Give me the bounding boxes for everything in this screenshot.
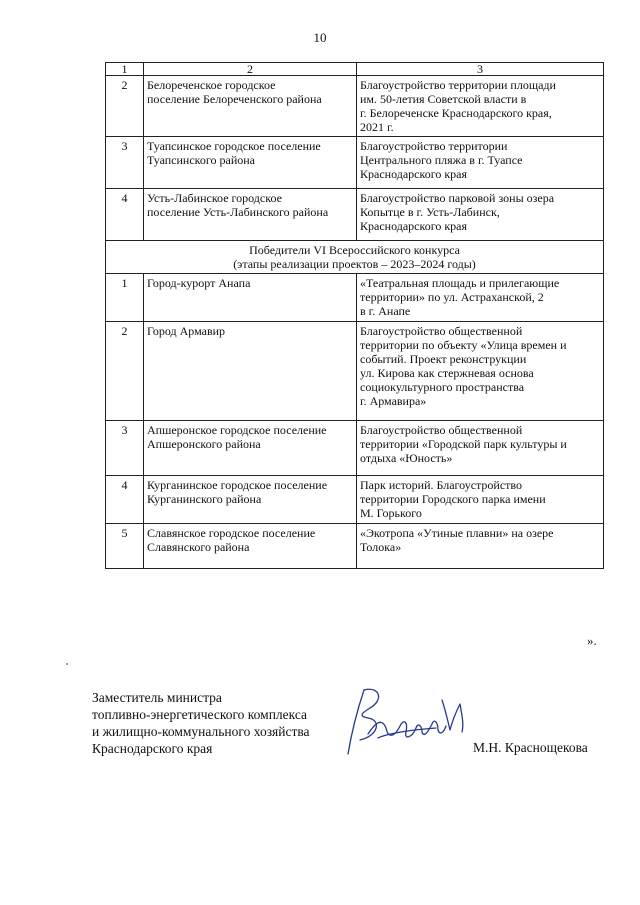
row-number: 2 bbox=[106, 322, 144, 421]
project-description: Благоустройство общественной территории «Городской парк культуры и отдыха «Юность» bbox=[357, 421, 604, 476]
table-row bbox=[106, 76, 604, 137]
signatory-title-line: топливно-энергетического комплекса bbox=[92, 707, 308, 722]
page-number: 10 bbox=[313, 30, 327, 45]
municipality-name: Туапсинское городское поселение Туапсинского района bbox=[144, 137, 357, 189]
signatory-title-line: и жилищно-коммунального хозяйства bbox=[92, 724, 310, 739]
project-description: «Экотропа «Утиные плавни» на озере Толока» bbox=[357, 524, 604, 569]
closing-quote-mark: ». bbox=[587, 633, 597, 648]
table-row bbox=[106, 421, 604, 476]
project-description: «Театральная площадь и прилегающие территории» по ул. Астраханской, 2 в г. Анапе bbox=[357, 274, 604, 322]
row-number: 3 bbox=[106, 421, 144, 476]
municipality-name: Город-курорт Анапа bbox=[144, 274, 357, 322]
municipality-name: Славянское городское поселение Славянского района bbox=[144, 524, 357, 569]
scan-dot bbox=[66, 663, 68, 665]
section-title: Победители VI Всероссийского конкурса (этапы реализации проектов – 2023–2024 годы) bbox=[106, 241, 604, 274]
signatory-title-line: Заместитель министра bbox=[92, 690, 222, 705]
signature-stroke bbox=[348, 690, 364, 754]
municipality-name: Курганинское городское поселение Курганинского района bbox=[144, 476, 357, 524]
table-header-row bbox=[106, 63, 604, 76]
row-number: 1 bbox=[106, 274, 144, 322]
table-row bbox=[106, 137, 604, 189]
table-row bbox=[106, 189, 604, 241]
table-row bbox=[106, 274, 604, 322]
header-col-3: 3 bbox=[357, 63, 604, 76]
project-description: Парк историй. Благоустройство территории Городского парка имени М. Горького bbox=[357, 476, 604, 524]
table-row bbox=[106, 322, 604, 421]
table-row bbox=[106, 524, 604, 569]
project-description: Благоустройство парковой зоны озера Копытце в г. Усть-Лабинск, Краснодарского края bbox=[357, 189, 604, 241]
row-number: 5 bbox=[106, 524, 144, 569]
header-col-1: 1 bbox=[106, 63, 144, 76]
handwritten-signature bbox=[338, 682, 478, 762]
project-description: Благоустройство общественной территории по объекту «Улица времен и событий. Проект реконструкции ул. Кирова как стержневая основа социокультурного пространства г. Армавира» bbox=[357, 322, 604, 421]
project-description: Благоустройство территории площади им. 50-летия Советской власти в г. Белореченске Краснодарского края, 2021 г. bbox=[357, 76, 604, 137]
row-number: 4 bbox=[106, 189, 144, 241]
row-number: 3 bbox=[106, 137, 144, 189]
header-col-2: 2 bbox=[144, 63, 357, 76]
municipality-name: Белореченское городское поселение Белореченского района bbox=[144, 76, 357, 137]
signatory-title-line: Краснодарского края bbox=[92, 741, 213, 756]
municipality-name: Усть-Лабинское городское поселение Усть-Лабинского района bbox=[144, 189, 357, 241]
signature-stroke bbox=[368, 721, 446, 737]
municipality-name: Город Армавир bbox=[144, 322, 357, 421]
projects-table bbox=[105, 62, 604, 569]
project-description: Благоустройство территории Центрального пляжа в г. Туапсе Краснодарского края bbox=[357, 137, 604, 189]
section-header-row bbox=[106, 241, 604, 274]
table-row bbox=[106, 476, 604, 524]
signatory-title bbox=[92, 689, 310, 757]
municipality-name: Апшеронское городское поселение Апшеронского района bbox=[144, 421, 357, 476]
signatory-name: М.Н. Краснощекова bbox=[473, 740, 588, 755]
row-number: 2 bbox=[106, 76, 144, 137]
row-number: 4 bbox=[106, 476, 144, 524]
